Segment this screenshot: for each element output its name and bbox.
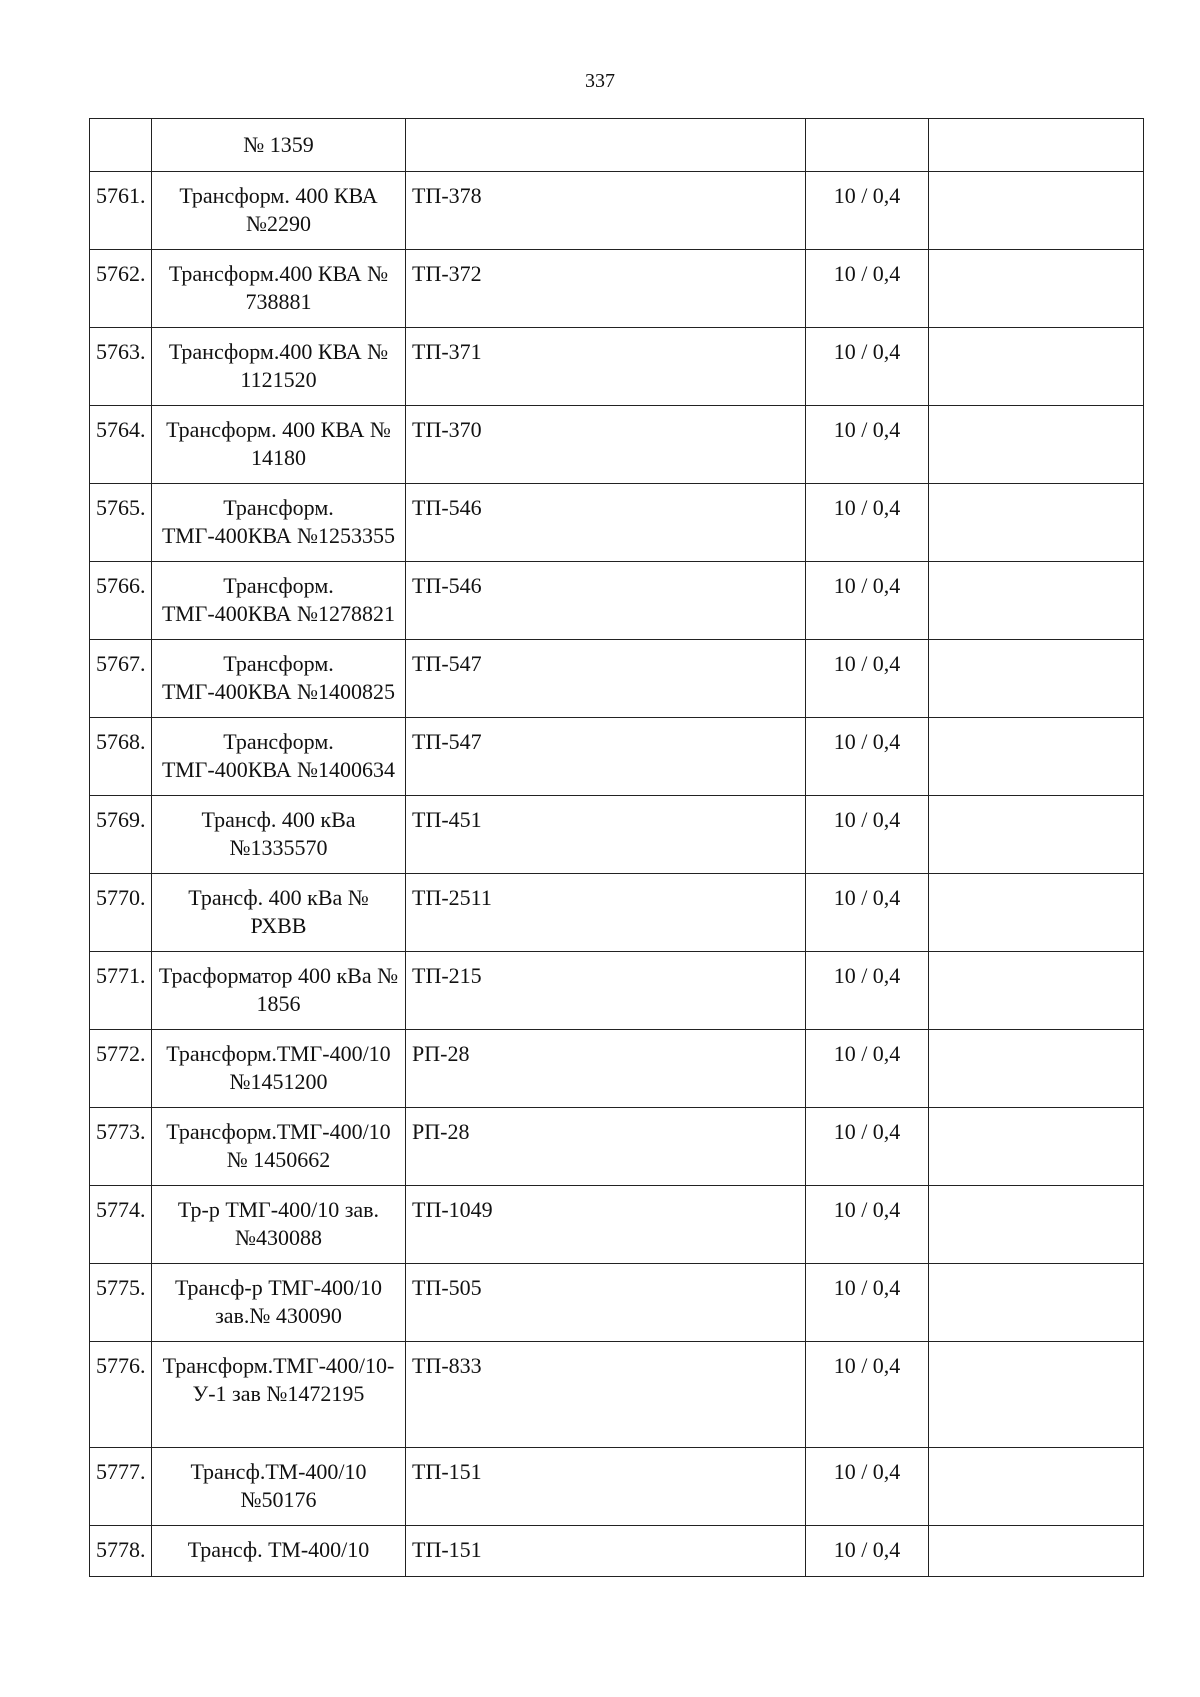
table-row (90, 562, 1144, 640)
location: ТП-215 (406, 952, 806, 1030)
table-row (90, 952, 1144, 1030)
row-number: 5765. (90, 484, 152, 562)
table-row (90, 1342, 1144, 1448)
equipment-name: Трансформ.ТМГ-400/10 №1451200 (152, 1030, 406, 1108)
row-number: 5764. (90, 406, 152, 484)
location: РП-28 (406, 1030, 806, 1108)
table-row (90, 796, 1144, 874)
note (929, 562, 1144, 640)
note (929, 640, 1144, 718)
equipment-name: Трансф. 400 кВа № РХВВ (152, 874, 406, 952)
equipment-name: Трансформ. ТМГ-400КВА №1253355 (152, 484, 406, 562)
location: ТП-505 (406, 1264, 806, 1342)
voltage: 10 / 0,4 (806, 1030, 929, 1108)
note (929, 1186, 1144, 1264)
row-number: 5766. (90, 562, 152, 640)
equipment-name: Трансформ.ТМГ-400/10 № 1450662 (152, 1108, 406, 1186)
location: ТП-547 (406, 640, 806, 718)
table-row (90, 1526, 1144, 1577)
equipment-name: Тр-р ТМГ-400/10 зав.№430088 (152, 1186, 406, 1264)
row-number: 5762. (90, 250, 152, 328)
voltage: 10 / 0,4 (806, 796, 929, 874)
equipment-name: Трансформ.ТМГ-400/10-У-1 зав №1472195 (152, 1342, 406, 1448)
note (929, 1342, 1144, 1448)
voltage: 10 / 0,4 (806, 718, 929, 796)
row-number: 5778. (90, 1526, 152, 1577)
location: ТП-372 (406, 250, 806, 328)
note (929, 796, 1144, 874)
row-number: 5771. (90, 952, 152, 1030)
voltage: 10 / 0,4 (806, 172, 929, 250)
equipment-name: Трансформ. ТМГ-400КВА №1278821 (152, 562, 406, 640)
page-number: 337 (585, 70, 615, 92)
location: ТП-151 (406, 1448, 806, 1526)
equipment-name: Трансформ. 400 КВА № 14180 (152, 406, 406, 484)
row-number: 5770. (90, 874, 152, 952)
equipment-name: Трансформ.400 КВА № 1121520 (152, 328, 406, 406)
voltage: 10 / 0,4 (806, 1342, 929, 1448)
table-row (90, 1030, 1144, 1108)
note (929, 718, 1144, 796)
location: ТП-378 (406, 172, 806, 250)
location: РП-28 (406, 1108, 806, 1186)
table-row (90, 874, 1144, 952)
table-row (90, 718, 1144, 796)
row-number: 5773. (90, 1108, 152, 1186)
voltage: 10 / 0,4 (806, 640, 929, 718)
row-number: 5761. (90, 172, 152, 250)
table-row (90, 1108, 1144, 1186)
voltage (806, 119, 929, 172)
equipment-name: Трансформ. ТМГ-400КВА №1400825 (152, 640, 406, 718)
voltage: 10 / 0,4 (806, 874, 929, 952)
voltage: 10 / 0,4 (806, 562, 929, 640)
voltage: 10 / 0,4 (806, 406, 929, 484)
table-row (90, 640, 1144, 718)
equipment-name: Трансформ.400 КВА № 738881 (152, 250, 406, 328)
table-row (90, 119, 1144, 172)
equipment-name: Трансформ. ТМГ-400КВА №1400634 (152, 718, 406, 796)
voltage: 10 / 0,4 (806, 1264, 929, 1342)
note (929, 484, 1144, 562)
location: ТП-2511 (406, 874, 806, 952)
note (929, 874, 1144, 952)
voltage: 10 / 0,4 (806, 328, 929, 406)
row-number: 5777. (90, 1448, 152, 1526)
row-number (90, 119, 152, 172)
note (929, 952, 1144, 1030)
note (929, 406, 1144, 484)
voltage: 10 / 0,4 (806, 952, 929, 1030)
note (929, 1030, 1144, 1108)
row-number: 5767. (90, 640, 152, 718)
voltage: 10 / 0,4 (806, 250, 929, 328)
equipment-name: № 1359 (152, 119, 406, 172)
note (929, 1448, 1144, 1526)
table-row (90, 484, 1144, 562)
location: ТП-371 (406, 328, 806, 406)
row-number: 5772. (90, 1030, 152, 1108)
location: ТП-370 (406, 406, 806, 484)
note (929, 328, 1144, 406)
row-number: 5768. (90, 718, 152, 796)
voltage: 10 / 0,4 (806, 1448, 929, 1526)
note (929, 172, 1144, 250)
row-number: 5769. (90, 796, 152, 874)
inventory-table (89, 118, 1144, 1577)
voltage: 10 / 0,4 (806, 1186, 929, 1264)
location: ТП-547 (406, 718, 806, 796)
location: ТП-546 (406, 562, 806, 640)
equipment-name: Трансф.ТМ-400/10 №50176 (152, 1448, 406, 1526)
row-number: 5763. (90, 328, 152, 406)
equipment-name: Трансформ. 400 КВА №2290 (152, 172, 406, 250)
location: ТП-833 (406, 1342, 806, 1448)
note (929, 250, 1144, 328)
note (929, 1108, 1144, 1186)
table-row (90, 250, 1144, 328)
location: ТП-151 (406, 1526, 806, 1577)
row-number: 5775. (90, 1264, 152, 1342)
note (929, 1264, 1144, 1342)
equipment-name: Трасформатор 400 кВа № 1856 (152, 952, 406, 1030)
table-row (90, 1264, 1144, 1342)
note (929, 1526, 1144, 1577)
voltage: 10 / 0,4 (806, 484, 929, 562)
table-row (90, 1186, 1144, 1264)
equipment-name: Трансф. 400 кВа №1335570 (152, 796, 406, 874)
note (929, 119, 1144, 172)
location: ТП-546 (406, 484, 806, 562)
location (406, 119, 806, 172)
equipment-name: Трансф. ТМ-400/10 (152, 1526, 406, 1577)
table-row (90, 406, 1144, 484)
table-row (90, 1448, 1144, 1526)
voltage: 10 / 0,4 (806, 1108, 929, 1186)
row-number: 5774. (90, 1186, 152, 1264)
voltage: 10 / 0,4 (806, 1526, 929, 1577)
location: ТП-451 (406, 796, 806, 874)
location: ТП-1049 (406, 1186, 806, 1264)
table-row (90, 328, 1144, 406)
table-row (90, 172, 1144, 250)
row-number: 5776. (90, 1342, 152, 1448)
equipment-name: Трансф-р ТМГ-400/10 зав.№ 430090 (152, 1264, 406, 1342)
